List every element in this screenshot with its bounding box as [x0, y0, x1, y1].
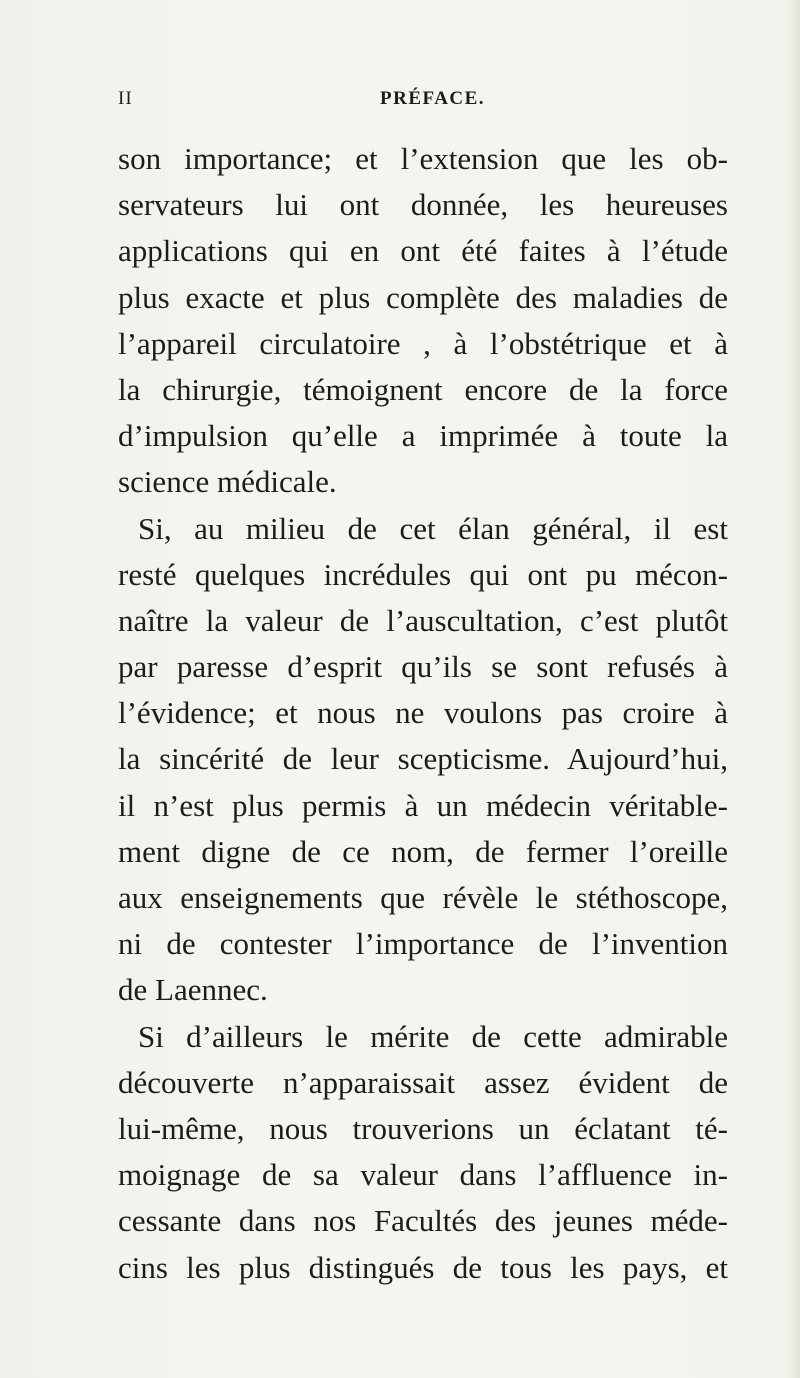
text-line: la chirurgie, témoignent encore de la force — [118, 371, 728, 407]
text-line: ment digne de ce nom, de fermer l’oreille — [118, 833, 728, 869]
page-edge-shadow — [786, 0, 800, 1378]
body-text — [118, 136, 728, 1291]
text-line: ni de contester l’importance de l’invention — [118, 926, 728, 962]
text-line: il n’est plus permis à un médecin véritable- — [118, 787, 728, 823]
text-line: moignage de sa valeur dans l’affluence in- — [118, 1157, 728, 1193]
text-line: plus exacte et plus complète des maladies de — [118, 279, 728, 315]
text-line: découverte n’apparaissait assez évident de — [118, 1064, 728, 1100]
text-line: servateurs lui ont donnée, les heureuses — [118, 187, 728, 223]
running-title: PRÉFACE. — [380, 88, 486, 109]
text-line: science médicale. — [118, 464, 337, 500]
running-head — [118, 88, 718, 118]
text-line: l’appareil circulatoire , à l’obstétrique et à — [118, 325, 728, 361]
text-line: Si, au milieu de cet élan général, il est — [138, 510, 728, 546]
text-line: Si d’ailleurs le mérite de cette admirable — [138, 1018, 728, 1054]
text-line: la sincérité de leur scepticisme. Aujourd’hui, — [118, 741, 728, 777]
text-line: lui-même, nous trouverions un éclatant té- — [118, 1110, 728, 1146]
text-line: l’évidence; et nous ne voulons pas croire à — [118, 695, 728, 731]
text-line: naître la valeur de l’auscultation, c’est plutôt — [118, 602, 728, 638]
page-number: II — [118, 88, 133, 109]
text-line: son importance; et l’extension que les ob- — [118, 141, 728, 176]
text-line: aux enseignements que révèle le stéthoscope, — [118, 880, 728, 915]
text-line: par paresse d’esprit qu’ils se sont refusés à — [118, 649, 728, 685]
text-line: resté quelques incrédules qui ont pu mécon- — [118, 556, 728, 592]
text-line: d’impulsion qu’elle a imprimée à toute la — [118, 418, 728, 454]
text-line: applications qui en ont été faites à l’étude — [118, 233, 728, 269]
text-line: cessante dans nos Facultés des jeunes méde- — [118, 1203, 728, 1239]
text-line: de Laennec. — [118, 972, 268, 1008]
text-line: cins les plus distingués de tous les pays, et — [118, 1249, 728, 1285]
